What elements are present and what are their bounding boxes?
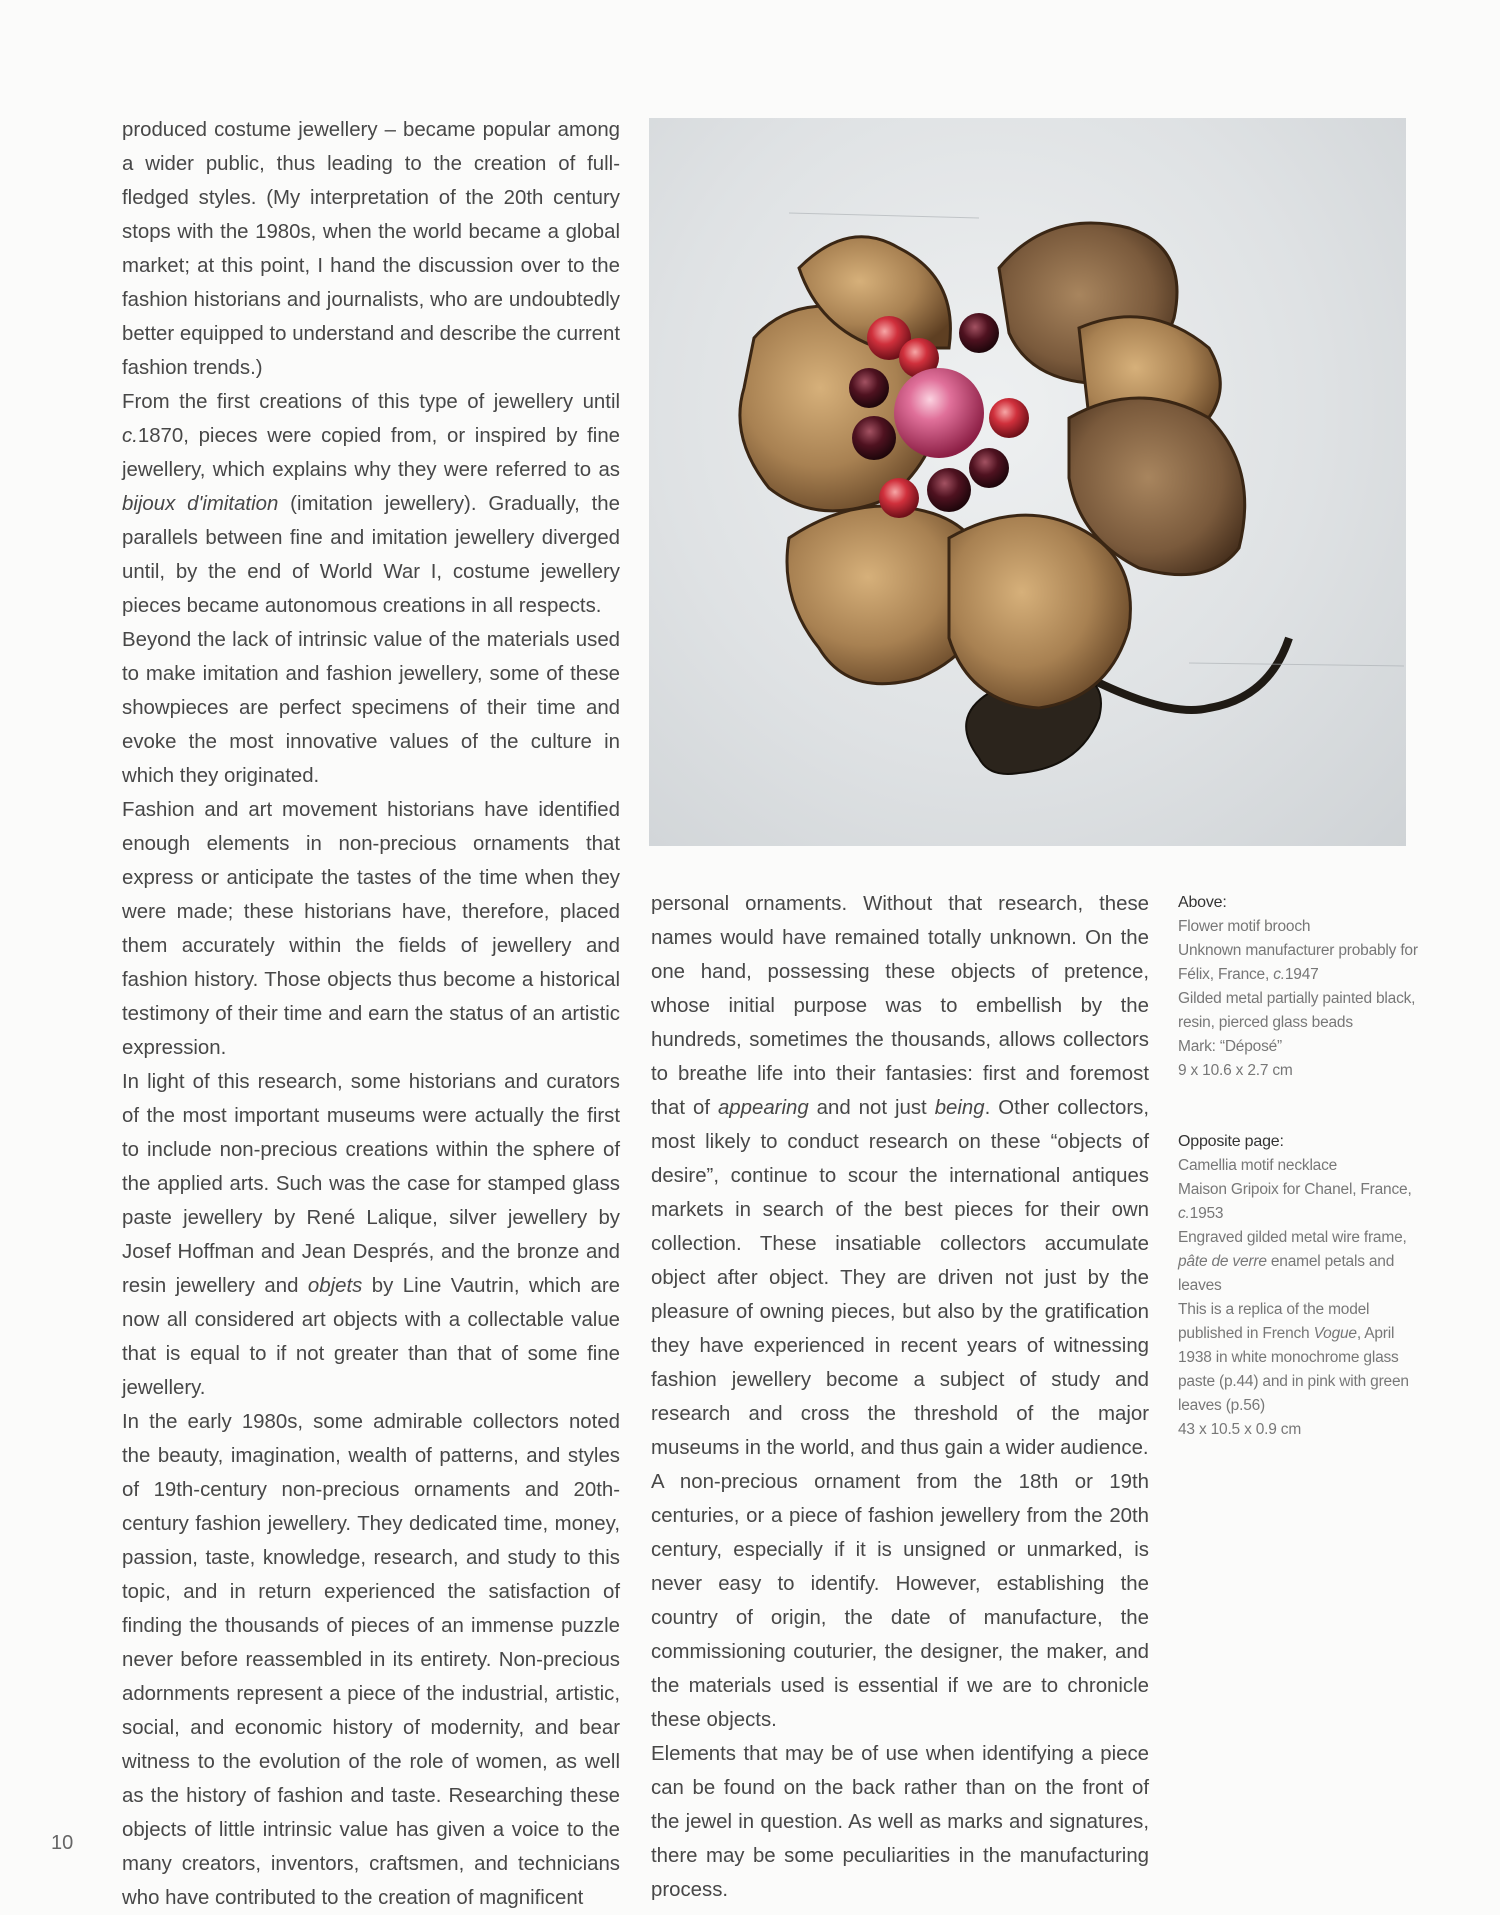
- flower-brooch-photo: [649, 118, 1406, 846]
- paragraph: In the early 1980s, some admirable collectors noted the beauty, imagination, wealth of patterns, and styles of 19th-century non-precious ornaments and 20th-century fashion jewellery. They dedicated time, money, passion, taste, knowledge, research, and study to this topic, and in return experienced the satisfaction of finding the thousands of pieces of an immense puzzle never before reassembled in its entirety. Non-precious adornments represent a piece of the industrial, artistic, social, and economic history of modernity, and bear witness to the evolution of the role of women, as well as the history of fashion and taste. Researching these objects of little intrinsic value has given a voice to the many creators, inventors, craftsmen, and technicians who have contributed to the creation of magnificent: [122, 1411, 620, 1909]
- page-number: 10: [51, 1832, 74, 1854]
- caption-opposite-page: [1178, 1130, 1428, 1442]
- paragraph: Beyond the lack of intrinsic value of the materials used to make imitation and fashion jewellery, some of these showpieces are perfect specimens of their time and evoke the most innovative values of the culture in which they originated.: [122, 629, 620, 787]
- caption-heading: Opposite page:: [1178, 1133, 1284, 1150]
- caption-line: 43 x 10.5 x 0.9 cm: [1178, 1421, 1302, 1438]
- caption-line: Gilded metal partially painted black, resin, pierced glass beads: [1178, 990, 1416, 1031]
- caption-line: Unknown manufacturer probably for Félix, France, c.1947: [1178, 942, 1418, 983]
- caption-heading: Above:: [1178, 894, 1227, 911]
- bead: [969, 448, 1009, 488]
- bead: [989, 398, 1029, 438]
- bead: [849, 368, 889, 408]
- paragraph: A non-precious ornament from the 18th or 19th centuries, or a piece of fashion jewellery from the 20th century, especially if it is unsigned or unmarked, is never easy to identify. However, establishing the country of origin, the date of manufacture, the commissioning couturier, the designer, the maker, and the materials used is essential if we are to chronicle these objects.: [651, 1471, 1149, 1731]
- caption-line: Mark: “Déposé”: [1178, 1038, 1283, 1055]
- caption-line: This is a replica of the model published in French Vogue, April 1938 in white monochrome glass paste (p.44) and in pink with green leaves (p.56): [1178, 1301, 1409, 1414]
- petal: [949, 515, 1130, 708]
- paragraph: Fashion and art movement historians have identified enough elements in non-precious ornaments that express or anticipate the tastes of the time when they were made; these historians have, therefore, placed them accurately within the fields of jewellery and fashion history. Those objects thus become a historical testimony of their time and earn the status of an artistic expression.: [122, 799, 620, 1059]
- paragraph: Elements that may be of use when identifying a piece can be found on the back rather than on the front of the jewel in question. As well as marks and signatures, there may be some peculiarities in the manufacturing process.: [651, 1743, 1149, 1901]
- bead: [959, 313, 999, 353]
- flower-brooch-illustration: [649, 118, 1406, 846]
- caption-above: [1178, 891, 1428, 1083]
- bead: [927, 468, 971, 512]
- caption-line: Engraved gilded metal wire frame, pâte de verre enamel petals and leaves: [1178, 1229, 1407, 1294]
- middle-text-column: [651, 887, 1149, 1907]
- caption-line: Camellia motif necklace: [1178, 1157, 1338, 1174]
- paragraph: personal ornaments. Without that research, these names would have remained totally unknown. On the one hand, possessing these objects of pretence, whose initial purpose was to embellish by the hundreds, sometimes the thousands, allows collectors to breathe life into their fantasies: first and foremost that of appearing and not just being. Other collectors, most likely to conduct research on these “objects of desire”, continue to scour the international antiques markets in search of the best pieces for their own collection. These insatiable collectors accumulate object after object. They are driven not just by the pleasure of owning pieces, but also by the gratification they have experienced in recent years of witnessing fashion jewellery become a subject of study and research and cross the threshold of the major museums in the world, and thus gain a wider audience.: [651, 893, 1149, 1459]
- bead: [852, 416, 896, 460]
- left-text-column: [122, 113, 620, 1915]
- caption-line: 9 x 10.6 x 2.7 cm: [1178, 1062, 1293, 1079]
- bead: [879, 478, 919, 518]
- paragraph: From the first creations of this type of jewellery until c.1870, pieces were copied from, or inspired by fine jewellery, which explains why they were referred to as bijoux d'imitation (imitation jewellery). Gradually, the parallels between fine and imitation jewellery diverged until, by the end of World War I, costume jewellery pieces became autonomous creations in all respects.: [122, 391, 620, 617]
- paragraph: In light of this research, some historians and curators of the most important museums were actually the first to include non-precious creations within the sphere of the applied arts. Such was the case for stamped glass paste jewellery by René Lalique, silver jewellery by Josef Hoffman and Jean Després, and the bronze and resin jewellery and objets by Line Vautrin, which are now all considered art objects with a collectable value that is equal to if not greater than that of some fine jewellery.: [122, 1071, 620, 1399]
- paragraph: produced costume jewellery – became popular among a wider public, thus leading to the creation of full-fledged styles. (My interpretation of the 20th century stops with the 1980s, when the world became a global market; at this point, I hand the discussion over to the fashion historians and journalists, who are undoubtedly better equipped to understand and describe the current fashion trends.): [122, 119, 620, 379]
- caption-line: Flower motif brooch: [1178, 918, 1311, 935]
- center-bead: [894, 368, 984, 458]
- caption-line: Maison Gripoix for Chanel, France, c.1953: [1178, 1181, 1412, 1222]
